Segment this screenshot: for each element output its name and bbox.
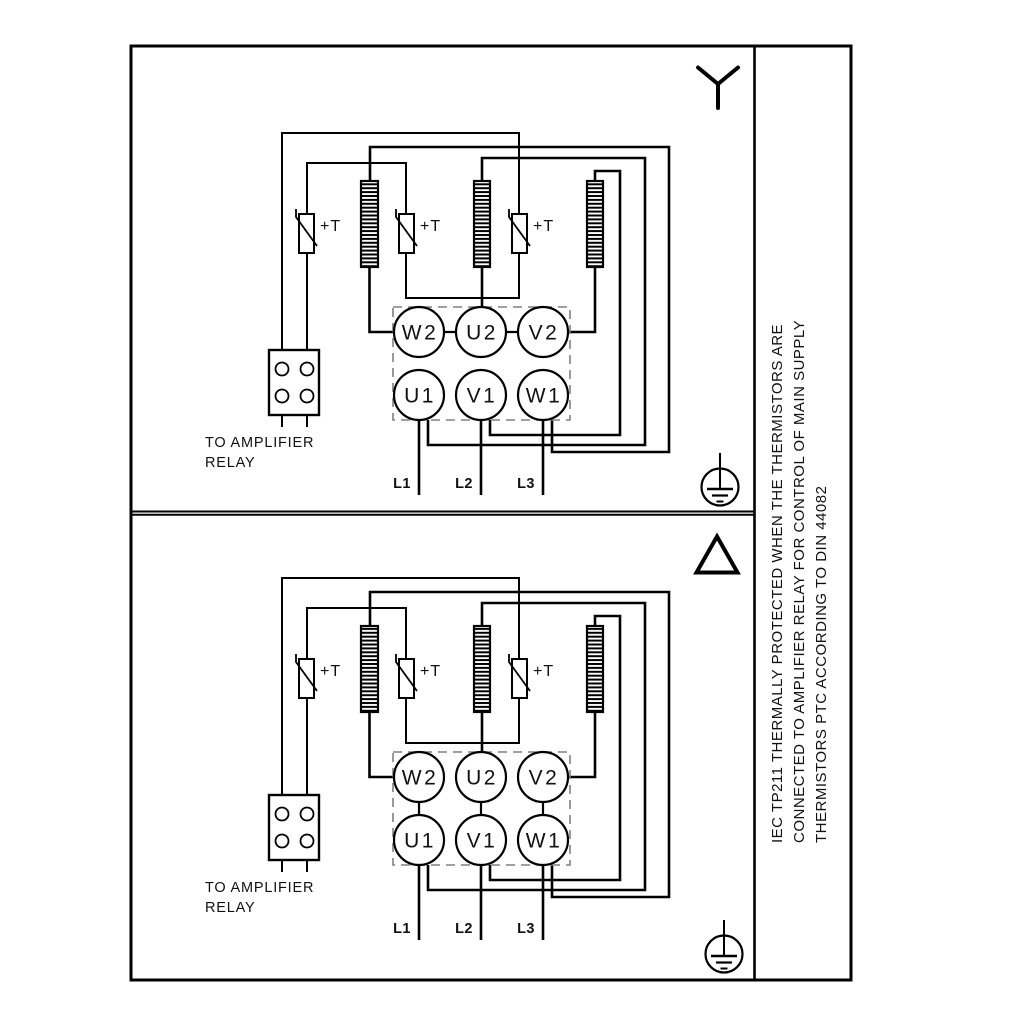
delta-panel [205,537,743,973]
terminal-u1 [394,815,444,865]
supply-label-l1: L1 [393,476,411,492]
side-note-line1: IEC TP211 THERMALLY PROTECTED WHEN THE THERMISTORS ARE [769,323,786,843]
relay-stub-wires [282,860,307,872]
thermistor-label: +T [533,218,555,235]
thermistor-label: +T [420,663,442,680]
supply-label-l1: L1 [393,921,411,937]
amplifier-relay-block [269,350,319,415]
terminal-label: V1 [466,829,498,853]
thermistor-label: +T [320,663,342,680]
side-note [769,320,830,843]
thermistor-icon [396,654,441,698]
terminal-v2 [518,752,568,802]
terminal-label: V1 [466,384,498,408]
terminal-w2 [394,752,444,802]
terminal-w2 [394,307,444,357]
thermistor-label: +T [420,218,442,235]
star-icon [698,68,738,109]
winding-to-w2-wire [370,267,395,332]
terminal-w1 [518,815,568,865]
terminal-label: U1 [404,384,436,408]
star-panel [205,68,739,506]
thermistor-icon [509,654,554,698]
terminal-label: U2 [466,766,498,790]
terminal-label: W1 [525,829,563,853]
terminal-u2 [456,752,506,802]
relay-caption-line2: RELAY [205,900,256,916]
terminal-label: W2 [401,766,439,790]
terminal-u2 [456,307,506,357]
motor-winding-2 [474,626,490,712]
terminal-v2 [518,307,568,357]
motor-winding-3 [587,626,603,712]
thermistor-icon [296,209,341,253]
relay-stub-wires [282,415,307,427]
thermistor-icon [296,654,341,698]
terminal-v1 [456,815,506,865]
thermistor-label: +T [320,218,342,235]
winding-to-v2-wire [568,712,595,777]
terminal-label: V2 [528,321,560,345]
relay-caption-line1: TO AMPLIFIER [205,435,315,451]
motor-winding-3 [587,181,603,267]
terminal-u1 [394,370,444,420]
terminal-w1 [518,370,568,420]
motor-winding-1 [361,181,378,267]
delta-bridge-links [419,802,543,815]
side-note-line2: CONNECTED TO AMPLIFIER RELAY FOR CONTROL OF MAIN SUPPLY [791,319,808,843]
amplifier-relay-block [269,795,319,860]
relay-caption-line1: TO AMPLIFIER [205,880,315,896]
winding-to-w2-wire [370,712,395,777]
relay-caption-line2: RELAY [205,455,256,471]
earth-ground-icon [706,920,743,973]
thermistor-label: +T [533,663,555,680]
terminal-label: W2 [401,321,439,345]
motor-winding-1 [361,626,378,712]
earth-ground-icon [702,453,739,506]
delta-icon [697,537,738,573]
thermistor-icon [509,209,554,253]
side-note-line3: THERMISTORS PTC ACCORDING TO DIN 44082 [813,485,830,843]
motor-winding-2 [474,181,490,267]
terminal-label: V2 [528,766,560,790]
terminal-v1 [456,370,506,420]
supply-label-l3: L3 [517,476,535,492]
supply-label-l2: L2 [455,476,473,492]
terminal-label: U1 [404,829,436,853]
thermistor-icon [396,209,441,253]
terminal-label: W1 [525,384,563,408]
supply-label-l2: L2 [455,921,473,937]
terminal-label: U2 [466,321,498,345]
winding-to-v2-wire [568,267,595,332]
supply-label-l3: L3 [517,921,535,937]
